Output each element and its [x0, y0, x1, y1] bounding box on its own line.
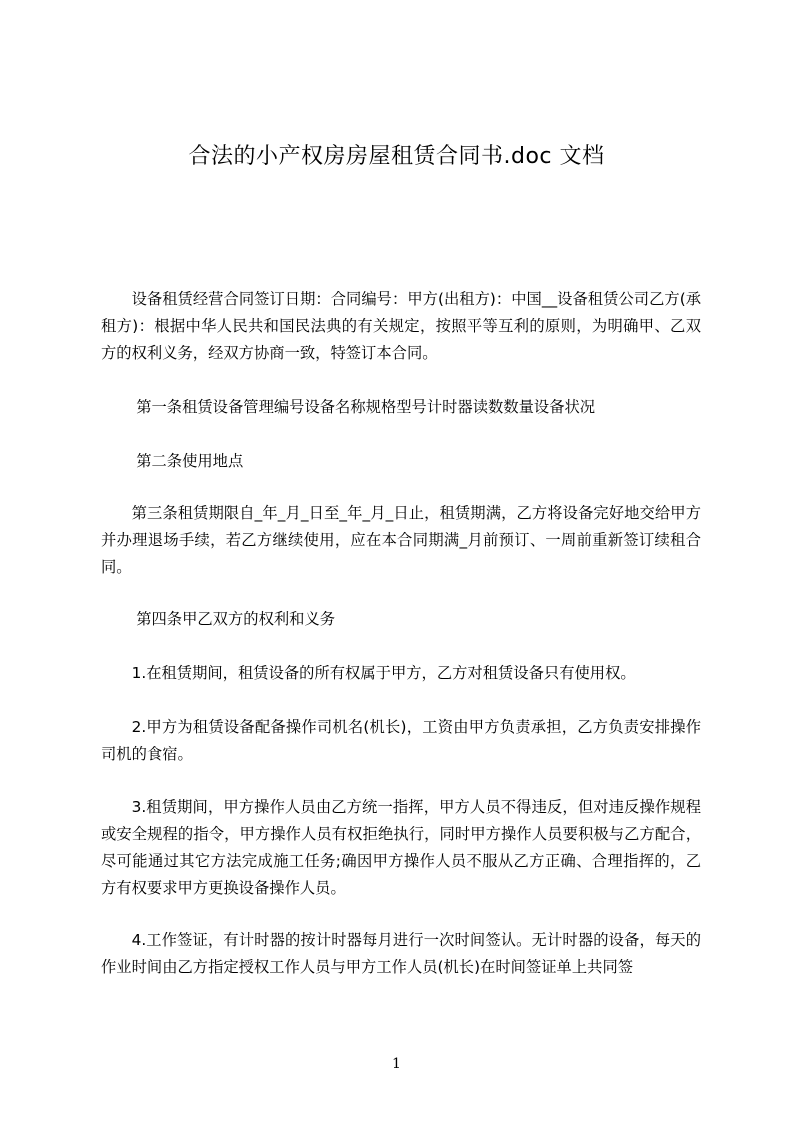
paragraph-intro: 设备租赁经营合同签订日期：合同编号：甲方(出租方)：中国__设备租赁公司乙方(承租方)：根据中华人民共和国民法典的有关规定，按照平等互利的原则，为明确甲、乙双方的权利义务，经双方协商一致，特签订本合同。	[101, 290, 701, 362]
paragraph-item-4: 4.工作签证，有计时器的按计时器每月进行一次时间签认。无计时器的设备，每天的作业时间由乙方指定授权工作人员与甲方工作人员(机长)在时间签证单上共同签	[101, 931, 701, 976]
paragraph-item-2: 2.甲方为租赁设备配备操作司机名(机长)，工资由甲方负责承担，乙方负责安排操作司机的食宿。	[101, 718, 701, 763]
document-title: 合法的小产权房房屋租赁合同书.doc 文档	[188, 144, 605, 169]
paragraph-article-4: 第四条甲乙双方的权利和义务	[136, 610, 336, 628]
paragraph-article-1: 第一条租赁设备管理编号设备名称规格型号计时器读数数量设备状况	[136, 398, 596, 416]
paragraph-article-2: 第二条使用地点	[136, 452, 244, 470]
page-number: 1	[392, 1056, 401, 1072]
paragraph-article-3: 第三条租赁期限自_年_月_日至_年_月_日止，租赁期满，乙方将设备完好地交给甲方并办理退场手续，若乙方继续使用，应在本合同期满_月前预订、一周前重新签订续租合同。	[101, 504, 701, 576]
paragraph-item-3: 3.租赁期间，甲方操作人员由乙方统一指挥，甲方人员不得违反，但对违反操作规程或安全规程的指令，甲方操作人员有权拒绝执行，同时甲方操作人员要积极与乙方配合，尽可能通过其它方法完成施工任务;确因甲方操作人员不服从乙方正确、合理指挥的，乙方有权要求甲方更换设备操作人员。	[101, 798, 701, 897]
paragraph-item-1: 1.在租赁期间，租赁设备的所有权属于甲方，乙方对租赁设备只有使用权。	[131, 664, 636, 682]
